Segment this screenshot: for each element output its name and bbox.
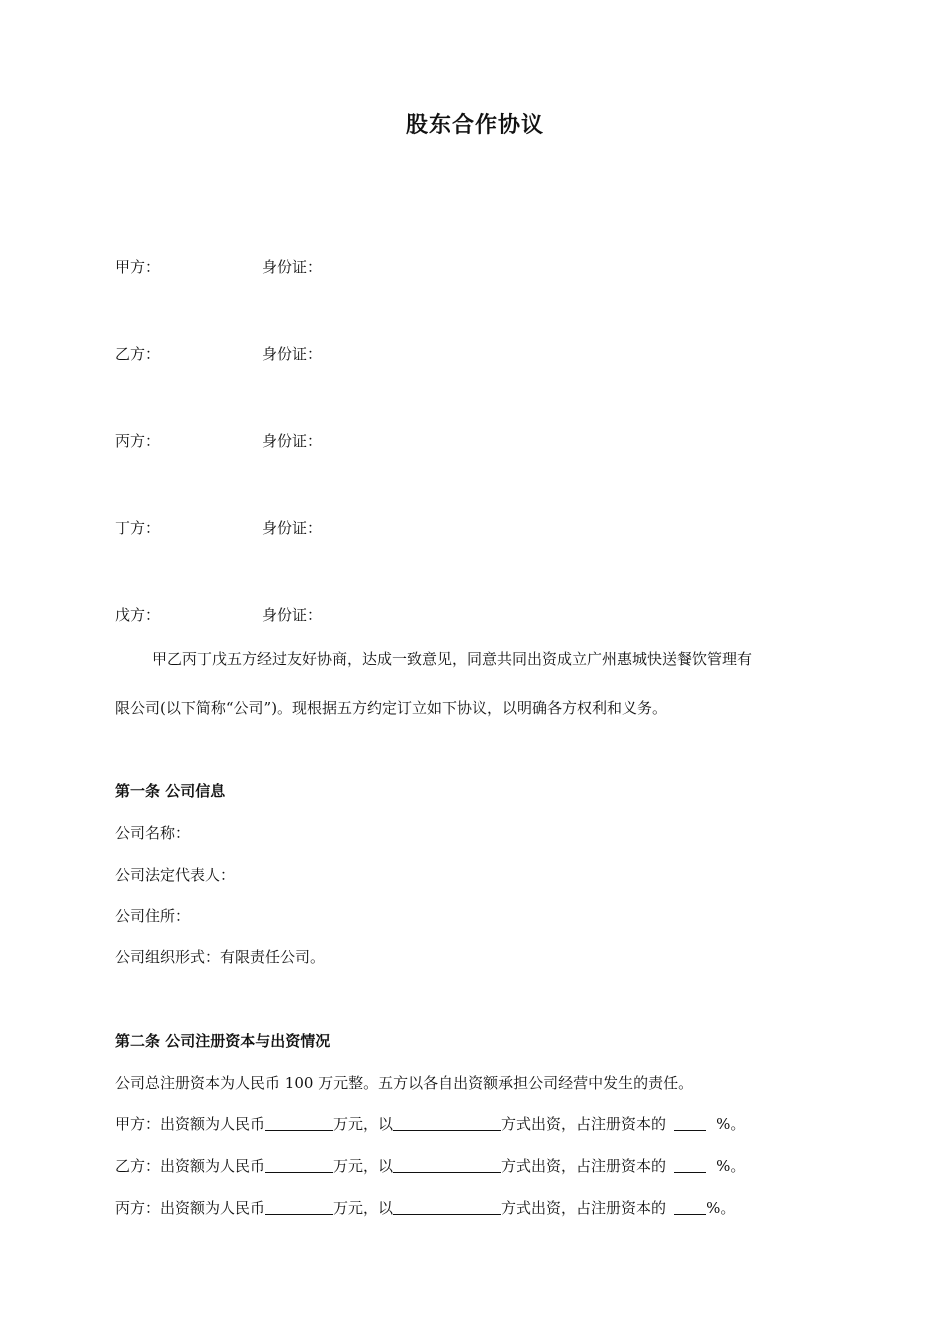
percent-suffix: %。 [706, 1199, 736, 1217]
article-1-heading: 第一条 公司信息 [115, 782, 226, 800]
amount-unit: 万元，以 [333, 1199, 394, 1217]
total-capital-line: 公司总注册资本为人民币 100 万元整。五方以各自出资额承担公司经营中发生的责任。 [115, 1074, 694, 1092]
party-label: 乙方： [115, 345, 161, 363]
percent-blank[interactable] [674, 1116, 706, 1131]
party-row-wu [115, 604, 835, 626]
method-blank[interactable] [393, 1116, 501, 1131]
intro-paragraph-line-2: 限公司(以下简称“公司”)。现根据五方约定订立如下协议，以明确各方权利和义务。 [115, 699, 668, 717]
contribution-party: 乙方： [115, 1157, 161, 1175]
amount-blank[interactable] [265, 1158, 333, 1173]
party-row-yi [115, 343, 835, 365]
company-form-line: 公司组织形式：有限责任公司。 [115, 948, 326, 966]
party-id-label: 身份证： [262, 432, 323, 450]
amount-prefix: 出资额为人民币 [160, 1115, 266, 1133]
method-blank[interactable] [393, 1200, 501, 1215]
party-row-jia [115, 256, 835, 278]
party-id-label: 身份证： [262, 606, 323, 624]
amount-blank[interactable] [265, 1200, 333, 1215]
contribution-party: 丙方： [115, 1199, 161, 1217]
amount-unit: 万元，以 [333, 1115, 394, 1133]
document-title: 股东合作协议 [405, 113, 544, 138]
party-label: 丙方： [115, 432, 161, 450]
party-label: 丁方： [115, 519, 161, 537]
company-address-label: 公司住所： [115, 907, 191, 925]
intro-paragraph-line-1: 甲乙丙丁戊五方经过友好协商，达成一致意见，同意共同出资成立广州惠城快送餐饮管理有 [152, 650, 753, 668]
party-id-label: 身份证： [262, 519, 323, 537]
legal-representative-label: 公司法定代表人： [115, 866, 236, 884]
percent-blank[interactable] [674, 1158, 706, 1173]
amount-prefix: 出资额为人民币 [160, 1157, 266, 1175]
contribution-line-yi [115, 1155, 835, 1176]
contribution-party: 甲方： [115, 1115, 161, 1133]
party-label: 戊方： [115, 606, 161, 624]
amount-unit: 万元，以 [333, 1157, 394, 1175]
article-2-heading: 第二条 公司注册资本与出资情况 [115, 1032, 331, 1050]
method-suffix: 方式出资，占注册资本的 [501, 1157, 667, 1175]
contribution-line-bing [115, 1197, 835, 1218]
percent-suffix: %。 [716, 1157, 746, 1175]
amount-prefix: 出资额为人民币 [160, 1199, 266, 1217]
company-name-label: 公司名称： [115, 824, 191, 842]
party-id-label: 身份证： [262, 258, 323, 276]
contribution-line-jia [115, 1113, 835, 1134]
amount-blank[interactable] [265, 1116, 333, 1131]
method-blank[interactable] [393, 1158, 501, 1173]
party-row-bing [115, 430, 835, 452]
method-suffix: 方式出资，占注册资本的 [501, 1115, 667, 1133]
method-suffix: 方式出资，占注册资本的 [501, 1199, 667, 1217]
party-label: 甲方： [115, 258, 161, 276]
percent-blank[interactable] [674, 1200, 706, 1215]
party-id-label: 身份证： [262, 345, 323, 363]
party-row-ding [115, 517, 835, 539]
percent-suffix: %。 [716, 1115, 746, 1133]
